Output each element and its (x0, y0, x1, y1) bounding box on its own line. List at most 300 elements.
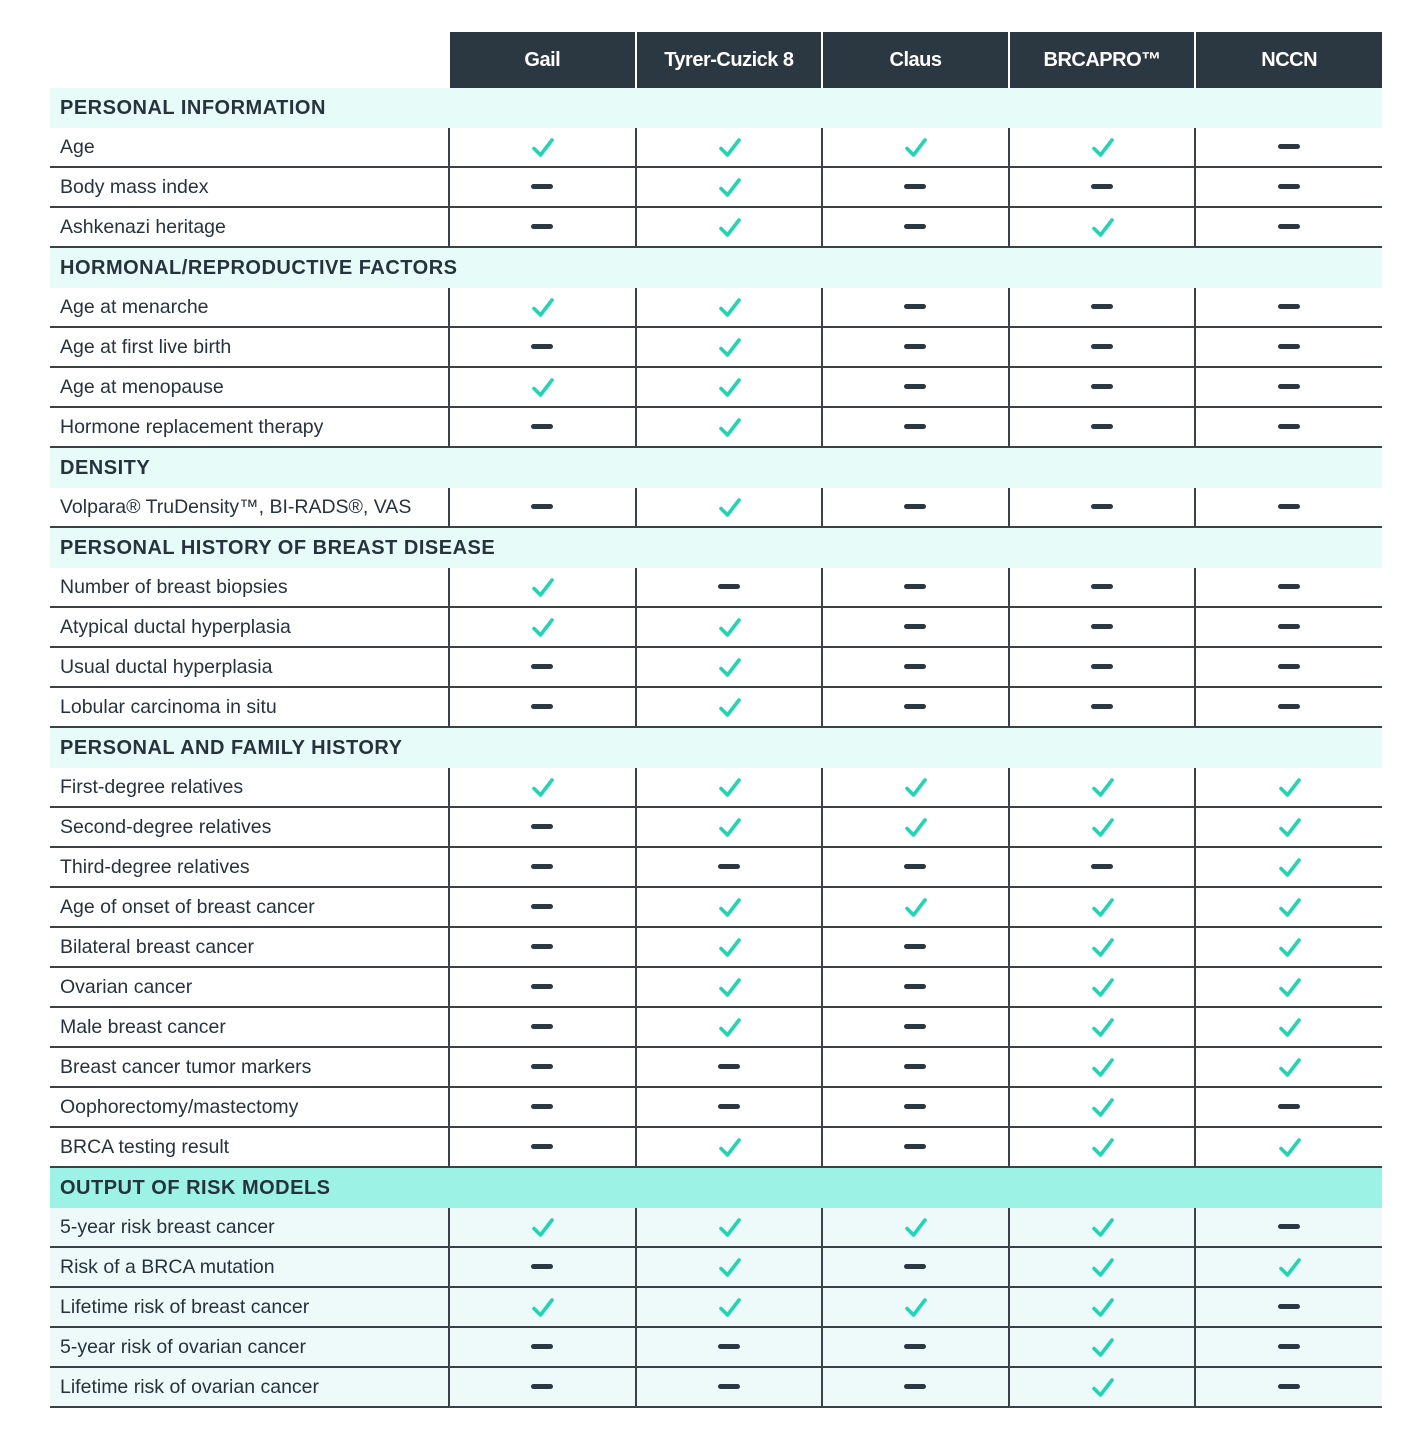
cell-dash (1195, 607, 1382, 647)
cell-check (1009, 1007, 1196, 1047)
dash-icon (718, 1064, 740, 1069)
cell-dash (1195, 207, 1382, 247)
check-icon (531, 1216, 553, 1238)
cell-dash (1195, 327, 1382, 367)
cell-check (449, 568, 636, 607)
section-title: PERSONAL INFORMATION (50, 88, 1382, 128)
dash-icon (1091, 184, 1113, 189)
check-icon (1278, 856, 1300, 878)
cell-check (1009, 1367, 1196, 1407)
dash-icon (1091, 704, 1113, 709)
cell-check (822, 768, 1009, 807)
cell-dash (1009, 167, 1196, 207)
cell-dash (1009, 568, 1196, 607)
table-row (50, 607, 1382, 647)
check-icon (718, 776, 740, 798)
row-label: Age at menopause (50, 367, 449, 407)
column-header-brcapro: BRCAPRO™ (1009, 32, 1196, 88)
cell-check (1195, 1247, 1382, 1287)
section-title: PERSONAL AND FAMILY HISTORY (50, 727, 1382, 768)
table-row (50, 288, 1382, 327)
cell-dash (1195, 367, 1382, 407)
table-row (50, 488, 1382, 527)
dash-icon (1278, 304, 1300, 309)
cell-dash (1195, 167, 1382, 207)
cell-dash (1195, 1327, 1382, 1367)
row-label: BRCA testing result (50, 1127, 449, 1167)
dash-icon (1091, 624, 1113, 629)
row-label: 5-year risk of ovarian cancer (50, 1327, 449, 1367)
cell-dash (449, 1007, 636, 1047)
cell-check (636, 1287, 823, 1327)
table-row (50, 967, 1382, 1007)
check-icon (718, 1016, 740, 1038)
cell-check (636, 128, 823, 167)
cell-check (822, 128, 1009, 167)
row-label: Male breast cancer (50, 1007, 449, 1047)
table-row (50, 1127, 1382, 1167)
check-icon (1278, 1256, 1300, 1278)
dash-icon (1278, 224, 1300, 229)
column-header-gail: Gail (449, 32, 636, 88)
cell-dash (1009, 327, 1196, 367)
dash-icon (1278, 1224, 1300, 1229)
row-label: Lifetime risk of breast cancer (50, 1287, 449, 1327)
header-row (50, 32, 1382, 88)
cell-dash (822, 488, 1009, 527)
dash-icon (1278, 424, 1300, 429)
cell-check (1195, 967, 1382, 1007)
check-icon (718, 1216, 740, 1238)
row-label: Volpara® TruDensity™, BI-RADS®, VAS (50, 488, 449, 527)
check-icon (718, 616, 740, 638)
cell-check (449, 128, 636, 167)
cell-dash (822, 207, 1009, 247)
dash-icon (1278, 184, 1300, 189)
check-icon (718, 176, 740, 198)
dash-icon (1091, 344, 1113, 349)
dash-icon (1278, 584, 1300, 589)
table-row (50, 1087, 1382, 1127)
cell-check (636, 887, 823, 927)
cell-check (636, 687, 823, 727)
check-icon (718, 1296, 740, 1318)
cell-check (1009, 927, 1196, 967)
dash-icon (904, 1064, 926, 1069)
table-row (50, 327, 1382, 367)
table-row (50, 1247, 1382, 1287)
cell-dash (636, 568, 823, 607)
cell-dash (822, 1127, 1009, 1167)
check-icon (718, 296, 740, 318)
cell-dash (1009, 288, 1196, 327)
check-icon (531, 136, 553, 158)
dash-icon (1091, 424, 1113, 429)
check-icon (531, 296, 553, 318)
cell-check (1195, 1127, 1382, 1167)
cell-check (1009, 128, 1196, 167)
cell-dash (449, 847, 636, 887)
dash-icon (1278, 664, 1300, 669)
check-icon (1091, 1216, 1113, 1238)
cell-check (1195, 1047, 1382, 1087)
cell-dash (1195, 288, 1382, 327)
check-icon (1278, 896, 1300, 918)
table-row (50, 847, 1382, 887)
check-icon (718, 496, 740, 518)
section-title: HORMONAL/REPRODUCTIVE FACTORS (50, 247, 1382, 288)
dash-icon (531, 504, 553, 509)
cell-dash (1009, 407, 1196, 447)
cell-dash (1195, 407, 1382, 447)
cell-check (636, 768, 823, 807)
dash-icon (531, 1104, 553, 1109)
cell-check (449, 1208, 636, 1247)
dash-icon (718, 1104, 740, 1109)
cell-dash (449, 488, 636, 527)
dash-icon (531, 664, 553, 669)
cell-check (1009, 967, 1196, 1007)
dash-icon (904, 504, 926, 509)
dash-icon (531, 704, 553, 709)
cell-check (449, 1287, 636, 1327)
cell-check (1009, 1327, 1196, 1367)
cell-dash (822, 927, 1009, 967)
cell-dash (822, 647, 1009, 687)
dash-icon (531, 984, 553, 989)
cell-check (636, 647, 823, 687)
check-icon (1091, 1096, 1113, 1118)
cell-check (1009, 1247, 1196, 1287)
cell-dash (1009, 687, 1196, 727)
row-label: Ovarian cancer (50, 967, 449, 1007)
cell-check (636, 927, 823, 967)
cell-dash (449, 167, 636, 207)
check-icon (531, 776, 553, 798)
cell-check (1009, 207, 1196, 247)
check-icon (1091, 1136, 1113, 1158)
row-label: Bilateral breast cancer (50, 927, 449, 967)
cell-dash (1195, 687, 1382, 727)
cell-check (1009, 1047, 1196, 1087)
cell-check (1009, 1287, 1196, 1327)
section-header-row (50, 1167, 1382, 1208)
cell-dash (822, 1047, 1009, 1087)
dash-icon (1091, 384, 1113, 389)
check-icon (1091, 1056, 1113, 1078)
cell-dash (449, 647, 636, 687)
cell-dash (1195, 568, 1382, 607)
dash-icon (531, 904, 553, 909)
cell-check (636, 488, 823, 527)
cell-dash (822, 167, 1009, 207)
row-label: Age of onset of breast cancer (50, 887, 449, 927)
cell-dash (636, 1087, 823, 1127)
cell-check (822, 1287, 1009, 1327)
check-icon (1278, 1016, 1300, 1038)
cell-dash (636, 847, 823, 887)
dash-icon (531, 184, 553, 189)
cell-check (1195, 807, 1382, 847)
check-icon (1091, 816, 1113, 838)
dash-icon (1278, 704, 1300, 709)
cell-dash (822, 1367, 1009, 1407)
table-row (50, 1327, 1382, 1367)
cell-dash (822, 1327, 1009, 1367)
check-icon (718, 936, 740, 958)
check-icon (718, 1136, 740, 1158)
cell-check (1195, 768, 1382, 807)
section-header-row (50, 447, 1382, 488)
dash-icon (1278, 1384, 1300, 1389)
check-icon (904, 776, 926, 798)
cell-check (1009, 887, 1196, 927)
check-icon (718, 816, 740, 838)
cell-check (822, 887, 1009, 927)
cell-dash (822, 407, 1009, 447)
table-row (50, 687, 1382, 727)
dash-icon (718, 1384, 740, 1389)
cell-dash (822, 1247, 1009, 1287)
row-label: Body mass index (50, 167, 449, 207)
cell-dash (822, 367, 1009, 407)
cell-dash (449, 967, 636, 1007)
cell-dash (1195, 1367, 1382, 1407)
dash-icon (1278, 1304, 1300, 1309)
dash-icon (904, 1104, 926, 1109)
cell-check (636, 1247, 823, 1287)
dash-icon (1091, 304, 1113, 309)
section-header-row (50, 727, 1382, 768)
cell-check (1195, 847, 1382, 887)
dash-icon (718, 864, 740, 869)
row-label: Hormone replacement therapy (50, 407, 449, 447)
dash-icon (904, 1384, 926, 1389)
cell-check (1195, 887, 1382, 927)
table-row (50, 1367, 1382, 1407)
dash-icon (531, 424, 553, 429)
check-icon (1278, 816, 1300, 838)
cell-dash (1195, 488, 1382, 527)
cell-check (822, 1208, 1009, 1247)
table-row (50, 768, 1382, 807)
row-label: Risk of a BRCA mutation (50, 1247, 449, 1287)
dash-icon (531, 1064, 553, 1069)
row-label: Age (50, 128, 449, 167)
check-icon (718, 1256, 740, 1278)
dash-icon (904, 984, 926, 989)
cell-dash (1009, 647, 1196, 687)
check-icon (904, 1296, 926, 1318)
dash-icon (718, 584, 740, 589)
dash-icon (904, 184, 926, 189)
table-row (50, 1047, 1382, 1087)
cell-check (636, 1208, 823, 1247)
cell-dash (449, 1367, 636, 1407)
dash-icon (904, 224, 926, 229)
check-icon (904, 816, 926, 838)
table-row (50, 1208, 1382, 1247)
cell-dash (822, 607, 1009, 647)
cell-check (1009, 768, 1196, 807)
row-label: Third-degree relatives (50, 847, 449, 887)
cell-check (822, 807, 1009, 847)
cell-dash (1009, 488, 1196, 527)
cell-check (636, 807, 823, 847)
cell-check (636, 367, 823, 407)
table-row (50, 1007, 1382, 1047)
check-icon (1278, 976, 1300, 998)
check-icon (904, 136, 926, 158)
dash-icon (904, 384, 926, 389)
table-row (50, 367, 1382, 407)
dash-icon (904, 624, 926, 629)
table-row (50, 887, 1382, 927)
cell-dash (1009, 847, 1196, 887)
cell-dash (822, 847, 1009, 887)
cell-dash (1195, 647, 1382, 687)
section-title: DENSITY (50, 447, 1382, 488)
cell-dash (636, 1367, 823, 1407)
cell-check (1009, 1208, 1196, 1247)
dash-icon (1278, 1104, 1300, 1109)
row-label: Age at menarche (50, 288, 449, 327)
cell-check (449, 367, 636, 407)
dash-icon (904, 944, 926, 949)
dash-icon (904, 704, 926, 709)
dash-icon (1278, 624, 1300, 629)
dash-icon (904, 664, 926, 669)
check-icon (1091, 936, 1113, 958)
check-icon (1091, 776, 1113, 798)
check-icon (1091, 1016, 1113, 1038)
table-row (50, 207, 1382, 247)
dash-icon (1278, 1344, 1300, 1349)
cell-check (1195, 927, 1382, 967)
cell-check (636, 607, 823, 647)
cell-dash (822, 967, 1009, 1007)
check-icon (531, 376, 553, 398)
check-icon (531, 1296, 553, 1318)
dash-icon (531, 944, 553, 949)
dash-icon (1091, 584, 1113, 589)
section-header-row (50, 247, 1382, 288)
dash-icon (531, 1024, 553, 1029)
check-icon (1091, 1376, 1113, 1398)
dash-icon (531, 344, 553, 349)
cell-check (1195, 1007, 1382, 1047)
cell-check (449, 607, 636, 647)
section-title: PERSONAL HISTORY OF BREAST DISEASE (50, 527, 1382, 568)
column-header-tyrer-cuzick: Tyrer-Cuzick 8 (636, 32, 823, 88)
cell-dash (1195, 1208, 1382, 1247)
row-label: 5-year risk breast cancer (50, 1208, 449, 1247)
dash-icon (1278, 344, 1300, 349)
cell-dash (822, 288, 1009, 327)
cell-check (636, 207, 823, 247)
cell-dash (1195, 128, 1382, 167)
cell-dash (1009, 607, 1196, 647)
dash-icon (904, 584, 926, 589)
dash-icon (904, 1144, 926, 1149)
cell-dash (449, 1247, 636, 1287)
check-icon (1091, 216, 1113, 238)
check-icon (718, 376, 740, 398)
check-icon (718, 336, 740, 358)
row-label: First-degree relatives (50, 768, 449, 807)
table-row (50, 568, 1382, 607)
check-icon (718, 656, 740, 678)
dash-icon (531, 1384, 553, 1389)
check-icon (718, 216, 740, 238)
dash-icon (904, 864, 926, 869)
row-label: Usual ductal hyperplasia (50, 647, 449, 687)
cell-check (1009, 1087, 1196, 1127)
cell-dash (449, 807, 636, 847)
cell-check (636, 1007, 823, 1047)
cell-dash (636, 1047, 823, 1087)
row-label: Atypical ductal hyperplasia (50, 607, 449, 647)
dash-icon (1278, 144, 1300, 149)
cell-check (636, 327, 823, 367)
table-row (50, 407, 1382, 447)
table-row (50, 807, 1382, 847)
dash-icon (718, 1344, 740, 1349)
check-icon (1278, 936, 1300, 958)
cell-dash (1195, 1087, 1382, 1127)
risk-model-comparison-table (50, 32, 1382, 1408)
check-icon (1091, 1336, 1113, 1358)
cell-dash (822, 568, 1009, 607)
dash-icon (904, 424, 926, 429)
dash-icon (904, 1024, 926, 1029)
table-row (50, 167, 1382, 207)
cell-check (636, 167, 823, 207)
section-header-row (50, 527, 1382, 568)
cell-check (449, 768, 636, 807)
cell-dash (449, 1047, 636, 1087)
dash-icon (531, 224, 553, 229)
dash-icon (531, 1264, 553, 1269)
cell-dash (636, 1327, 823, 1367)
cell-check (636, 1127, 823, 1167)
row-label: Age at first live birth (50, 327, 449, 367)
cell-dash (822, 1087, 1009, 1127)
dash-icon (531, 864, 553, 869)
cell-check (1009, 1127, 1196, 1167)
check-icon (718, 696, 740, 718)
row-label: Lifetime risk of ovarian cancer (50, 1367, 449, 1407)
cell-check (449, 288, 636, 327)
cell-dash (822, 1007, 1009, 1047)
check-icon (718, 976, 740, 998)
check-icon (904, 896, 926, 918)
dash-icon (904, 1264, 926, 1269)
check-icon (718, 136, 740, 158)
cell-check (636, 407, 823, 447)
header-corner (50, 32, 449, 88)
check-icon (718, 416, 740, 438)
dash-icon (904, 1344, 926, 1349)
check-icon (904, 1216, 926, 1238)
check-icon (1278, 1136, 1300, 1158)
dash-icon (1091, 864, 1113, 869)
check-icon (1091, 896, 1113, 918)
dash-icon (1278, 504, 1300, 509)
dash-icon (904, 344, 926, 349)
cell-check (636, 967, 823, 1007)
cell-dash (1195, 1287, 1382, 1327)
